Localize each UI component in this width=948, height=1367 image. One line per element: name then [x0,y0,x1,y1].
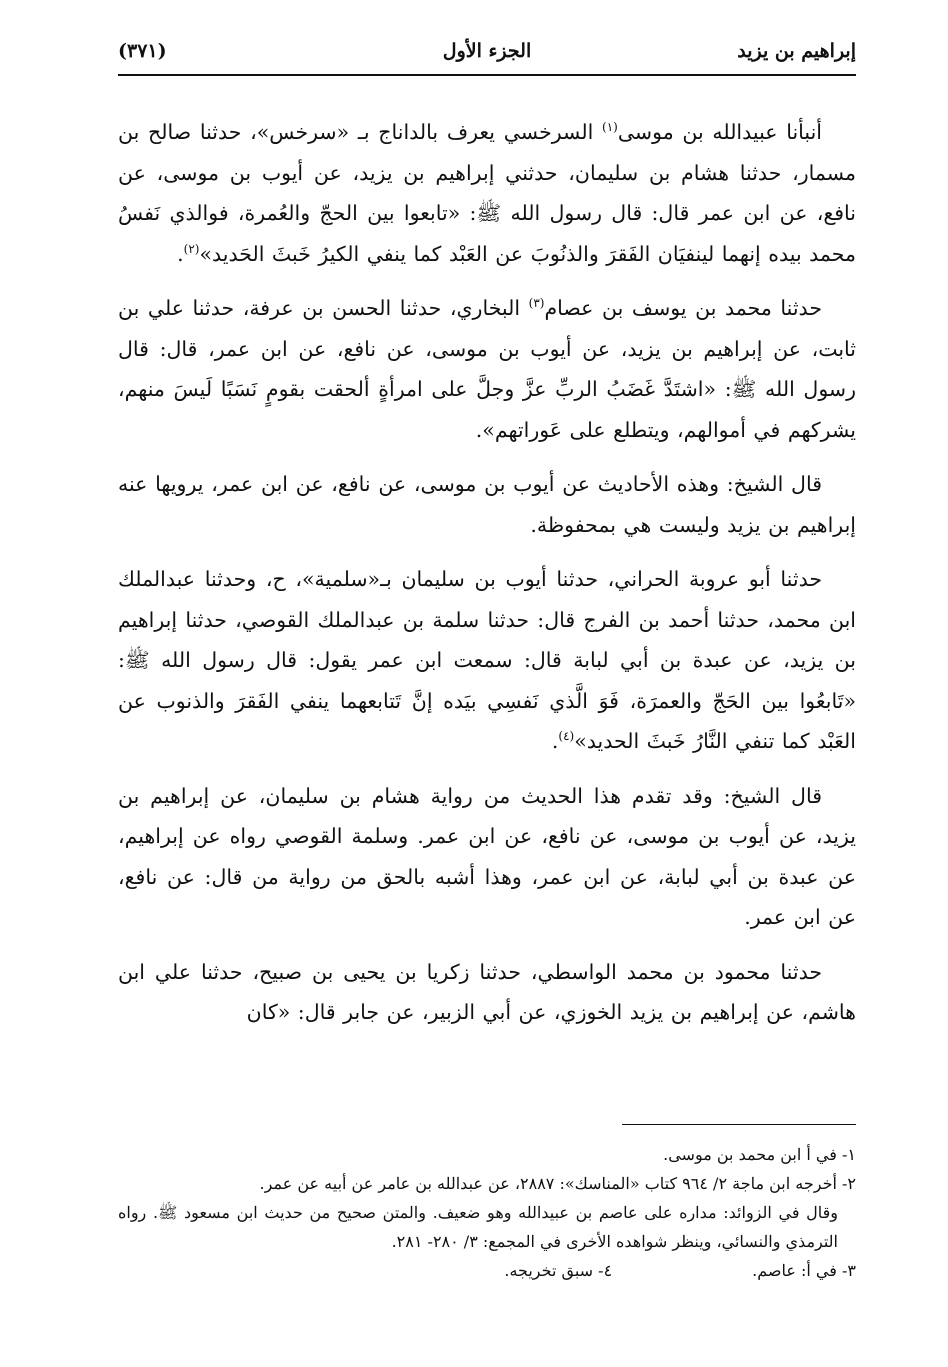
page-number: (٣٧١) [118,40,167,62]
footnote-row [118,1256,856,1285]
text-run: حدثنا محمود بن محمد الواسطي، حدثنا زكريا بن يحيى بن صبيح، حدثنا علي ابن هاشم، عن إبراهيم بن يزيد الخوزي، عن أبي الزبير، عن جابر قال: «كان [118,959,856,1024]
paragraph-4 [118,559,856,762]
footnote-marker: (٤) [558,729,575,744]
footnote-marker: (٢) [183,241,200,256]
footnote-marker: (١) [602,120,618,135]
footnote-2: ٢- أخرجه ابن ماجة ٢/ ٩٦٤ كتاب «المناسك»: ٢٨٨٧، عن عبدالله بن عامر عن أبيه عن عمر. [259,1174,856,1193]
text-run: . [177,241,184,266]
text-run: أنبأنا عبيدالله بن موسى [617,120,822,144]
footnote-divider [622,1124,856,1125]
footnote-3: ٣- في أ: عاصم. [752,1261,856,1280]
text-run: حدثنا أبو عروبة الحراني، حدثنا أيوب بن سليمان بـ«سلمية»، ح، وحدثنا عبدالملك ابن محمد، حدثنا أحمد بن الفرج قال: حدثنا سلمة بن عبدالملك القوصي، حدثنا إبراهيم بن يزيد، عن عبدة بن أبي لبابة قال: سمعت ابن عمر يقول: قال رسول الله ﷺ: «تَابعُوا بين الحَجّ والعمرَة، فَوَ الَّذي نَفسِي بيَده إنَّ تَتابعهما ينفي الفَقرَ والذنوب عن العَبْد كما تنفي النَّارُ خَبثَ الحديد» [118,567,856,753]
text-run: السرخسي يعرف بالداناج بـ «سرخس»، حدثنا صالح بن مسمار، حدثنا هشام بن سليمان، حدثني إبراهيم بن يزيد، عن أيوب بن موسى، عن نافع، عن ابن عمر قال: قال رسول الله ﷺ: «تابعوا بين الحجّ والعُمرة، فوالذي نَفسُ محمد بيده إنهما لينفيَان الفَقرَ والذنُوبَ عن العَبْد كما ينفي الكيرُ خَبثَ الحَديد» [118,120,856,266]
footnote-2-continuation: وقال في الزوائد: مداره على عاصم بن عبيدالله وهو ضعيف. والمتن صحيح من حديث ابن مسعود ﷺ. رواه الترمذي والنسائي، وينظر شواهده الأخرى في المجمع: ٣/ ٢٨٠- ٢٨١. [118,1203,839,1251]
header-divider [118,74,856,76]
footnotes [118,1140,856,1285]
footnote-1: ١- في أ ابن محمد بن موسى. [663,1145,856,1164]
text-run: قال الشيخ: وقد تقدم هذا الحديث من رواية هشام بن سليمان، عن إبراهيم بن يزيد، عن أيوب بن موسى، عن نافع، عن ابن عمر. وسلمة القوصي رواه عن إبراهيم، عن عبدة بن أبي لبابة، عن ابن عمر، وهذا أشبه بالحق من رواية من قال: عن نافع، عن ابن عمر. [118,783,856,929]
paragraph-3 [118,464,856,545]
text-run: حدثنا محمد بن يوسف بن عصام [544,296,822,320]
paragraph-1 [118,112,856,274]
footnote-marker: (٣) [528,296,545,311]
footnote-4: ٤- سبق تخريجه. [504,1261,613,1280]
main-text [118,112,856,1047]
text-run: قال الشيخ: وهذه الأحاديث عن أيوب بن موسى، عن نافع، عن ابن عمر، يرويها عنه إبراهيم بن يزيد وليست هي بمحفوظة. [118,472,856,537]
text-run: البخاري، حدثنا الحسن بن عرفة، حدثنا علي بن ثابت، عن إبراهيم بن يزيد، عن أيوب بن موسى، عن نافع، عن ابن عمر، قال: قال رسول الله ﷺ: «اشتَدَّ غَضَبُ الربِّ عزَّ وجلَّ على امرأةٍ ألحقت بقومٍ نَسَبًا لَيسَ منهم، يشركهم في أموالهم، ويتطلع على عَوراتهم». [118,296,856,442]
paragraph-5 [118,776,856,938]
header-chapter-title: إبراهيم بن يزيد [737,40,856,62]
text-run: . [551,729,559,753]
paragraph-6 [118,952,856,1033]
paragraph-2 [118,288,856,450]
header-volume: الجزء الأول [442,40,532,62]
running-header [118,36,856,76]
